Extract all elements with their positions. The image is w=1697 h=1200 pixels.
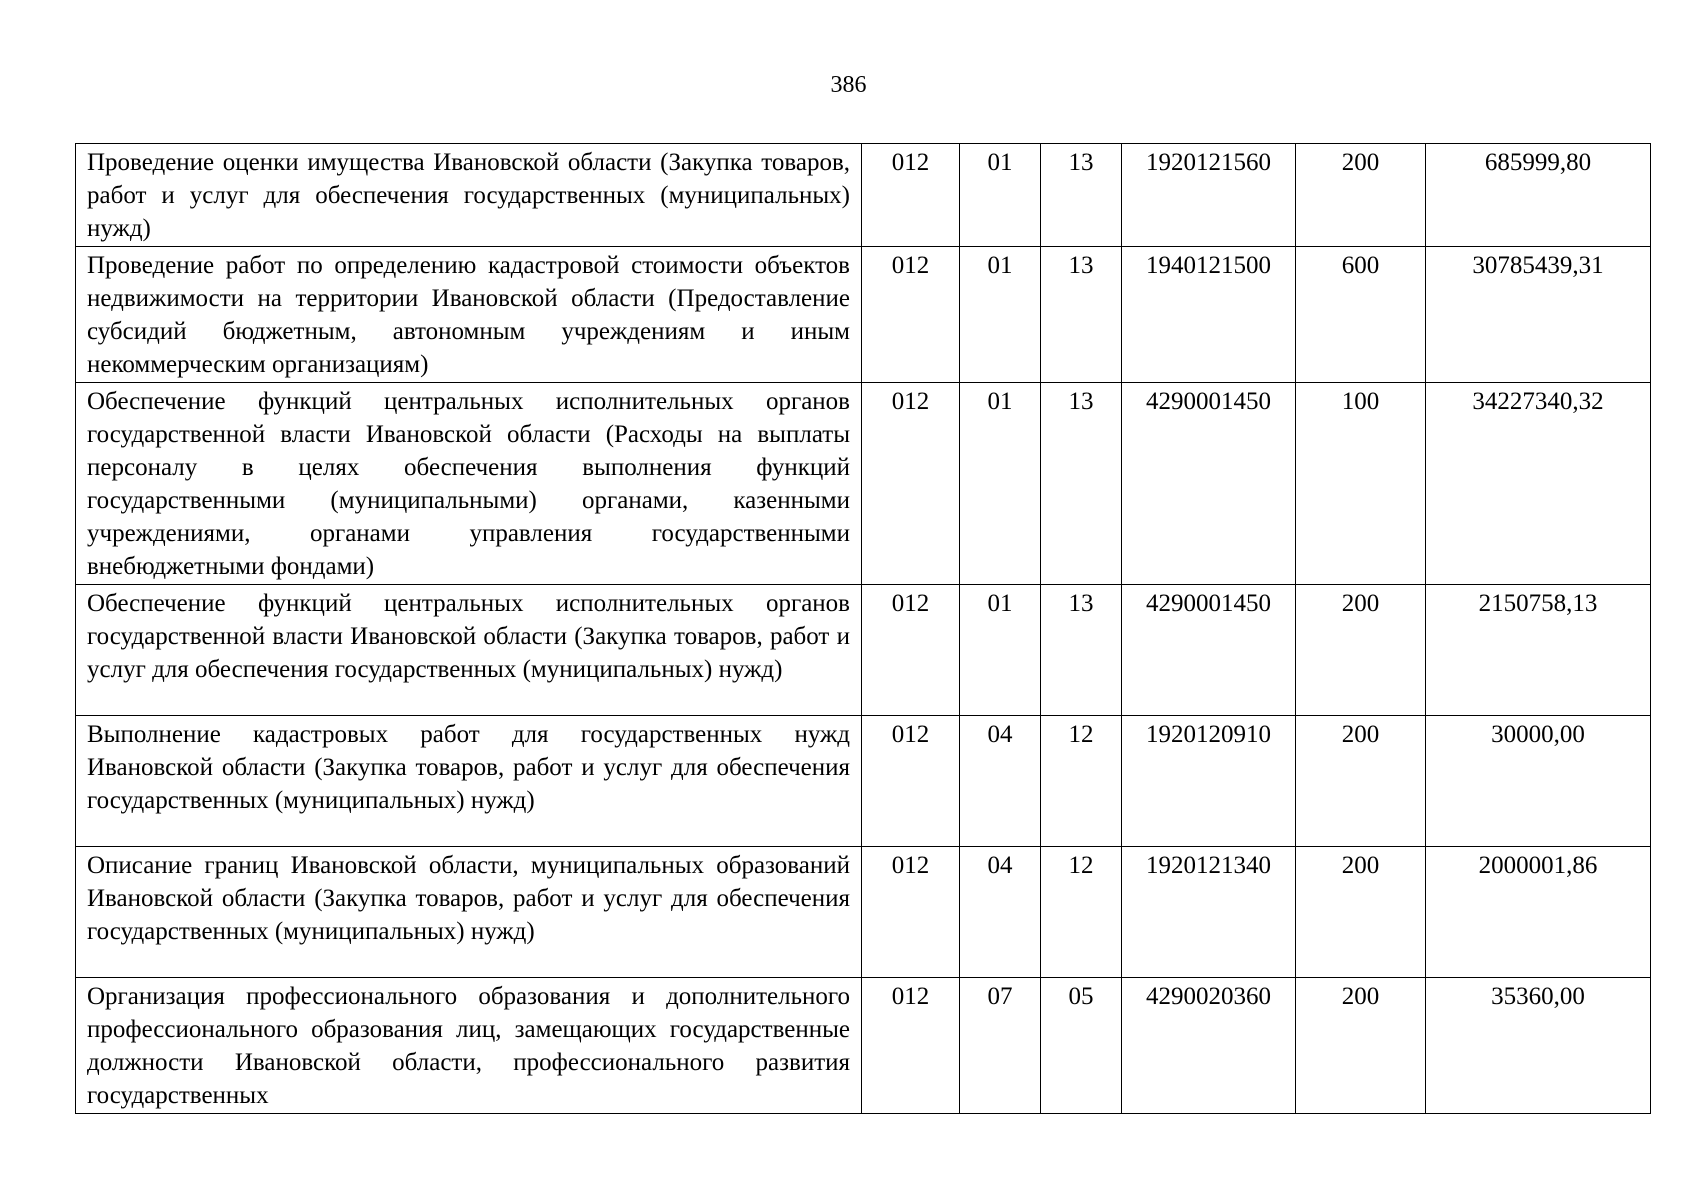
target-code: 1940121500	[1122, 247, 1296, 383]
row-description: Обеспечение функций центральных исполнительных органов государственной власти Ивановской области (Расходы на выплаты персоналу в целях обеспечения выполнения функций государственными (муниципальными) органами, казенными учреждениями, органами управления государственными внебюджетными фондами)	[76, 383, 862, 585]
table-row	[76, 383, 1651, 585]
target-code: 1920121560	[1122, 144, 1296, 247]
ministry-code: 012	[862, 847, 960, 978]
table-row	[76, 978, 1651, 1114]
row-description: Проведение оценки имущества Ивановской области (Закупка товаров, работ и услуг для обеспечения государственных (муниципальных) нужд)	[76, 144, 862, 247]
row-description: Описание границ Ивановской области, муниципальных образований Ивановской области (Закупка товаров, работ и услуг для обеспечения государственных (муниципальных) нужд)	[76, 847, 862, 978]
amount: 34227340,32	[1426, 383, 1651, 585]
amount: 685999,80	[1426, 144, 1651, 247]
expense-type-code: 100	[1296, 383, 1426, 585]
budget-table	[75, 143, 1651, 1114]
table-row	[76, 144, 1651, 247]
section-code: 01	[960, 585, 1041, 716]
ministry-code: 012	[862, 144, 960, 247]
row-description: Проведение работ по определению кадастровой стоимости объектов недвижимости на территории Ивановской области (Предоставление субсидий бюджетным, автономным учреждениям и иным некоммерческим организациям)	[76, 247, 862, 383]
target-code: 1920120910	[1122, 716, 1296, 847]
target-code: 4290020360	[1122, 978, 1296, 1114]
table-row	[76, 247, 1651, 383]
expense-type-code: 600	[1296, 247, 1426, 383]
ministry-code: 012	[862, 716, 960, 847]
subsection-code: 12	[1041, 847, 1122, 978]
page-number: 386	[830, 72, 867, 98]
amount: 35360,00	[1426, 978, 1651, 1114]
amount: 2000001,86	[1426, 847, 1651, 978]
ministry-code: 012	[862, 978, 960, 1114]
subsection-code: 13	[1041, 585, 1122, 716]
subsection-code: 13	[1041, 383, 1122, 585]
target-code: 4290001450	[1122, 585, 1296, 716]
amount: 30785439,31	[1426, 247, 1651, 383]
table-row	[76, 716, 1651, 847]
target-code: 1920121340	[1122, 847, 1296, 978]
expense-type-code: 200	[1296, 716, 1426, 847]
section-code: 01	[960, 247, 1041, 383]
ministry-code: 012	[862, 383, 960, 585]
expense-type-code: 200	[1296, 847, 1426, 978]
expense-type-code: 200	[1296, 144, 1426, 247]
amount: 2150758,13	[1426, 585, 1651, 716]
section-code: 07	[960, 978, 1041, 1114]
section-code: 01	[960, 144, 1041, 247]
subsection-code: 13	[1041, 144, 1122, 247]
section-code: 04	[960, 716, 1041, 847]
ministry-code: 012	[862, 585, 960, 716]
table-row	[76, 847, 1651, 978]
section-code: 01	[960, 383, 1041, 585]
subsection-code: 12	[1041, 716, 1122, 847]
ministry-code: 012	[862, 247, 960, 383]
subsection-code: 13	[1041, 247, 1122, 383]
amount: 30000,00	[1426, 716, 1651, 847]
row-description: Выполнение кадастровых работ для государственных нужд Ивановской области (Закупка товаров, работ и услуг для обеспечения государственных (муниципальных) нужд)	[76, 716, 862, 847]
target-code: 4290001450	[1122, 383, 1296, 585]
expense-type-code: 200	[1296, 978, 1426, 1114]
row-description: Организация профессионального образования и дополнительного профессионального образования лиц, замещающих государственные должности Ивановской области, профессионального развития государственных	[76, 978, 862, 1114]
section-code: 04	[960, 847, 1041, 978]
table-row	[76, 585, 1651, 716]
row-description: Обеспечение функций центральных исполнительных органов государственной власти Ивановской области (Закупка товаров, работ и услуг для обеспечения государственных (муниципальных) нужд)	[76, 585, 862, 716]
subsection-code: 05	[1041, 978, 1122, 1114]
expense-type-code: 200	[1296, 585, 1426, 716]
